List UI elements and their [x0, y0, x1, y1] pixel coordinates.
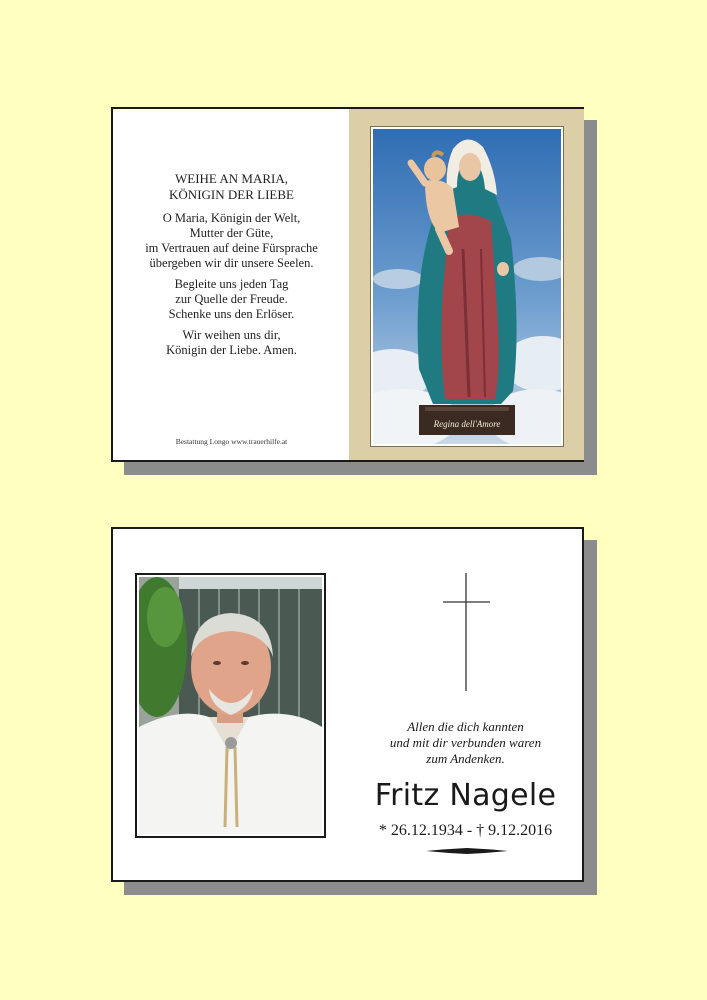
ornament-divider-icon	[426, 847, 508, 855]
memorial-text	[355, 719, 576, 841]
prayer-line: zur Quelle der Freude.	[175, 292, 288, 306]
prayer-line: Schenke uns den Erlöser.	[168, 307, 295, 321]
image-panel	[349, 109, 584, 460]
prayer-line: im Vertrauen auf deine Fürsprache	[145, 241, 318, 255]
madonna-statue-picture	[373, 129, 561, 444]
prayer-text	[113, 171, 350, 364]
funeral-home-credit: Bestattung Longo www.trauerhilfe.at	[175, 437, 288, 446]
image-caption: Regina dell'Amore	[433, 419, 501, 429]
quote-line: zum Andenken.	[426, 751, 505, 766]
quote-line: Allen die dich kannten	[407, 719, 524, 734]
memorial-card	[111, 527, 584, 882]
memorial-quote	[355, 719, 576, 767]
prayer-title-line: WEIHE AN MARIA,	[174, 171, 288, 186]
prayer-title-line: KÖNIGIN DER LIEBE	[169, 187, 294, 202]
prayer-stanza-1	[113, 211, 350, 271]
prayer-line: Mutter der Güte,	[189, 226, 274, 240]
portrait-photo	[135, 573, 326, 838]
prayer-card	[111, 107, 584, 462]
prayer-line: übergeben wir dir unsere Seelen.	[149, 256, 314, 270]
deceased-name: Fritz Nagele	[374, 778, 557, 813]
quote-line: und mit dir verbunden waren	[389, 735, 542, 750]
cross-icon	[442, 573, 492, 693]
prayer-title	[113, 171, 350, 203]
prayer-line: Wir weihen uns dir,	[182, 328, 281, 342]
life-dates: * 26.12.1934 - † 9.12.2016	[378, 822, 553, 839]
portrait-picture	[139, 577, 322, 834]
prayer-stanza-2	[113, 277, 350, 322]
prayer-stanza-3	[113, 328, 350, 358]
madonna-image	[371, 127, 563, 446]
prayer-line: Königin der Liebe. Amen.	[166, 343, 297, 357]
prayer-line: Begleite uns jeden Tag	[174, 277, 289, 291]
prayer-line: O Maria, Königin der Welt,	[162, 211, 301, 225]
